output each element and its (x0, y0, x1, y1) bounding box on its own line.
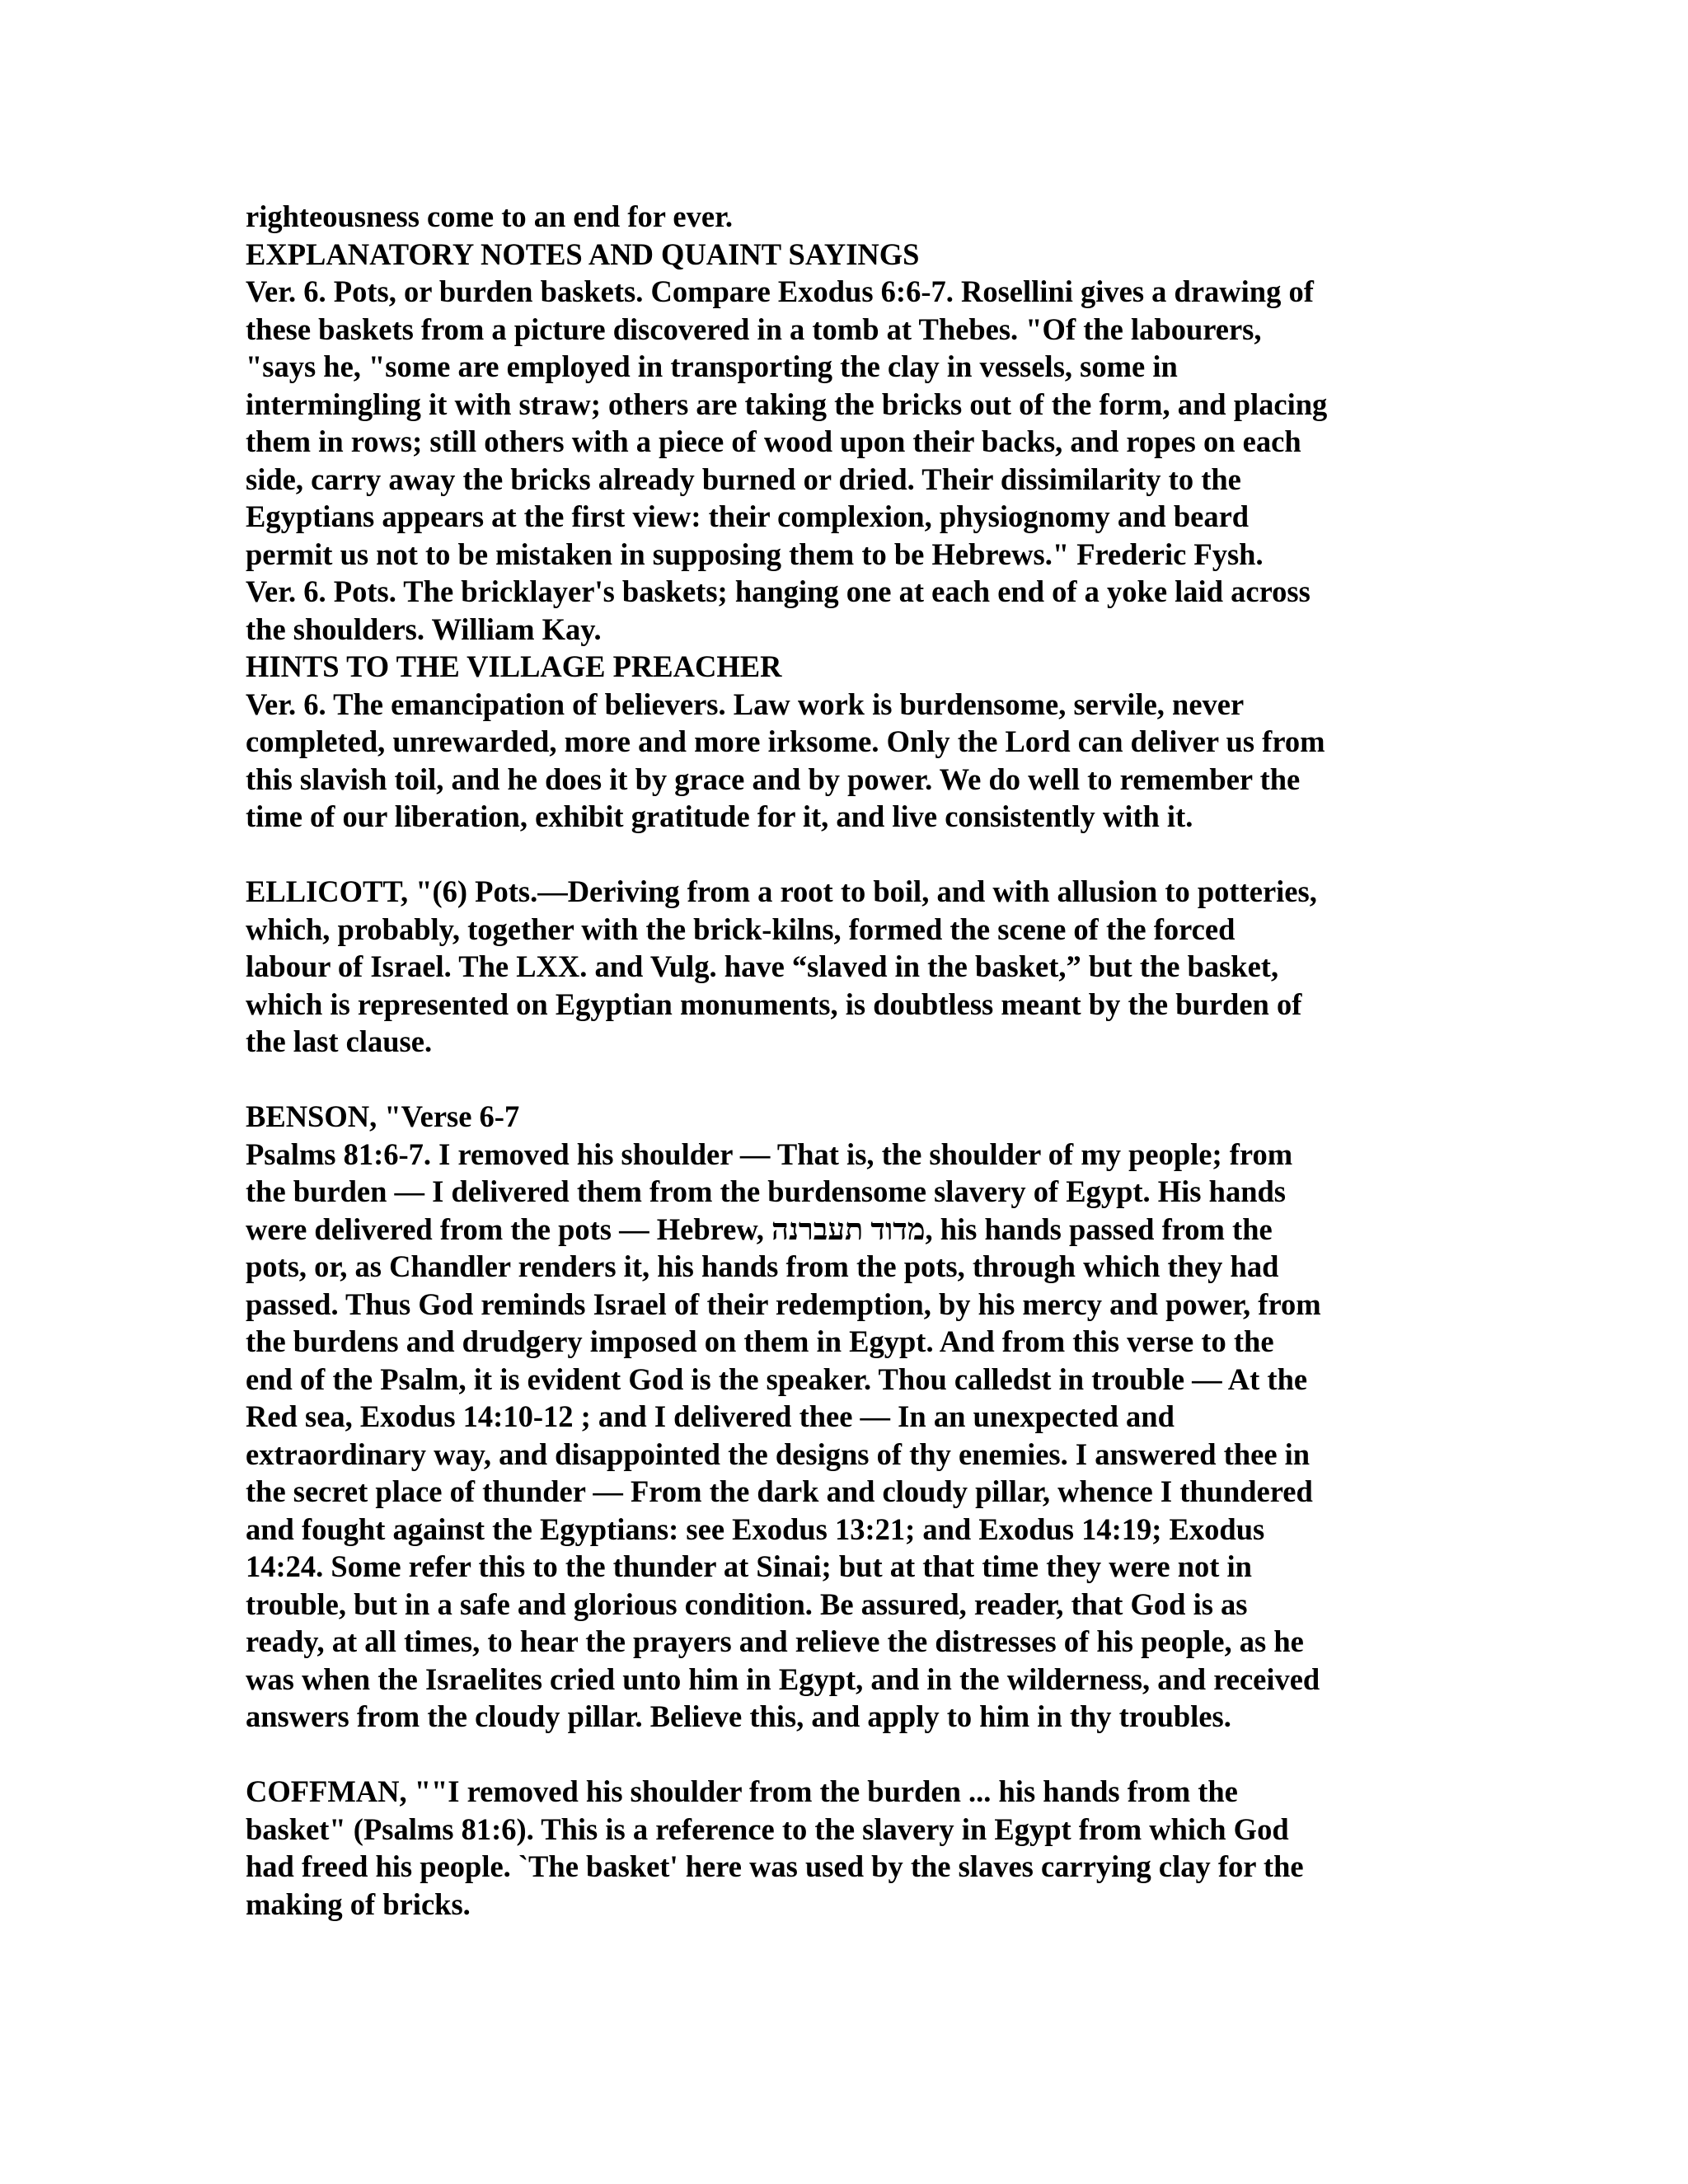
text-line: them in rows; still others with a piece of wood upon their backs, and ropes on each (246, 424, 1301, 458)
text-line: permit us not to be mistaken in supposing them to be Hebrews." Frederic Fysh. (246, 537, 1264, 571)
section-heading: HINTS TO THE VILLAGE PREACHER (246, 649, 782, 683)
text-line: the shoulders. William Kay. (246, 612, 602, 646)
text-line: had freed his people. `The basket' here was used by the slaves carrying clay for the (246, 1849, 1304, 1883)
text-line: Red sea, Exodus 14:10-12 ; and I delivered thee — In an unexpected and (246, 1399, 1175, 1433)
text-line: time of our liberation, exhibit gratitude for it, and live consistently with it. (246, 799, 1193, 833)
text-line: trouble, but in a safe and glorious condition. Be assured, reader, that God is as (246, 1586, 1248, 1621)
text-line: Ver. 6. Pots. The bricklayer's baskets; hanging one at each end of a yoke laid across (246, 574, 1311, 608)
text-line: ready, at all times, to hear the prayers and relieve the distresses of his people, as he (246, 1624, 1304, 1658)
text-line: these baskets from a picture discovered in a tomb at Thebes. "Of the labourers, (246, 312, 1262, 346)
text-line: end of the Psalm, it is evident God is the speaker. Thou calledst in trouble — At the (246, 1361, 1308, 1396)
text-line: the burden — I delivered them from the burdensome slavery of Egypt. His hands (246, 1174, 1286, 1208)
text-line: righteousness come to an end for ever. (246, 199, 734, 233)
text-line: ELLICOTT, "(6) Pots.—Deriving from a root to boil, and with allusion to potteries, (246, 874, 1317, 908)
document-page (246, 198, 1441, 1923)
text-line: basket" (Psalms 81:6). This is a reference to the slavery in Egypt from which God (246, 1811, 1289, 1846)
paragraph-gap (246, 1061, 1441, 1099)
text-line: passed. Thus God reminds Israel of their redemption, by his mercy and power, from (246, 1286, 1321, 1321)
text-line: pots, or, as Chandler renders it, his hands from the pots, through which they had (246, 1249, 1279, 1283)
text-line: 14:24. Some refer this to the thunder at Sinai; but at that time they were not in (246, 1549, 1252, 1583)
text-line: Egyptians appears at the first view: their complexion, physiognomy and beard (246, 499, 1250, 533)
text-line: BENSON, "Verse 6-7 (246, 1099, 520, 1133)
text-line: "says he, "some are employed in transporting the clay in vessels, some in (246, 349, 1178, 383)
section-heading: EXPLANATORY NOTES AND QUAINT SAYINGS (246, 237, 920, 271)
text-line: Ver. 6. The emancipation of believers. Law work is burdensome, servile, never (246, 687, 1245, 721)
text-line: the secret place of thunder — From the dark and cloudy pillar, whence I thundered (246, 1474, 1313, 1508)
text-line: this slavish toil, and he does it by grace and by power. We do well to remember the (246, 762, 1301, 796)
text-line: intermingling it with straw; others are taking the bricks out of the form, and placing (246, 387, 1328, 421)
text-line: side, carry away the bricks already burned or dried. Their dissimilarity to the (246, 462, 1241, 496)
text-line: were delivered from the pots — Hebrew, מדוד תעברנה, his hands passed from the (246, 1212, 1273, 1246)
text-line: the burdens and drudgery imposed on them in Egypt. And from this verse to the (246, 1324, 1274, 1358)
text-line: Ver. 6. Pots, or burden baskets. Compare Exodus 6:6-7. Rosellini gives a drawing of (246, 274, 1314, 308)
text-line: the last clause. (246, 1024, 433, 1058)
text-line: answers from the cloudy pillar. Believe this, and apply to him in thy troubles. (246, 1699, 1231, 1733)
paragraph-gap (246, 836, 1441, 874)
text-line: Psalms 81:6-7. I removed his shoulder — That is, the shoulder of my people; from (246, 1137, 1293, 1171)
text-line: making of bricks. (246, 1886, 471, 1921)
text-line: extraordinary way, and disappointed the designs of thy enemies. I answered thee in (246, 1436, 1311, 1471)
text-line: and fought against the Egyptians: see Exodus 13:21; and Exodus 14:19; Exodus (246, 1511, 1265, 1546)
text-line: COFFMAN, ""I removed his shoulder from the burden ... his hands from the (246, 1774, 1238, 1808)
paragraph-gap (246, 1736, 1441, 1774)
text-line: labour of Israel. The LXX. and Vulg. have “slaved in the basket,” but the basket, (246, 949, 1279, 983)
text-line: which, probably, together with the brick-kilns, formed the scene of the forced (246, 912, 1236, 946)
text-line: was when the Israelites cried unto him in Egypt, and in the wilderness, and received (246, 1661, 1320, 1696)
text-line: completed, unrewarded, more and more irksome. Only the Lord can deliver us from (246, 724, 1325, 758)
text-line: which is represented on Egyptian monuments, is doubtless meant by the burden of (246, 987, 1302, 1021)
